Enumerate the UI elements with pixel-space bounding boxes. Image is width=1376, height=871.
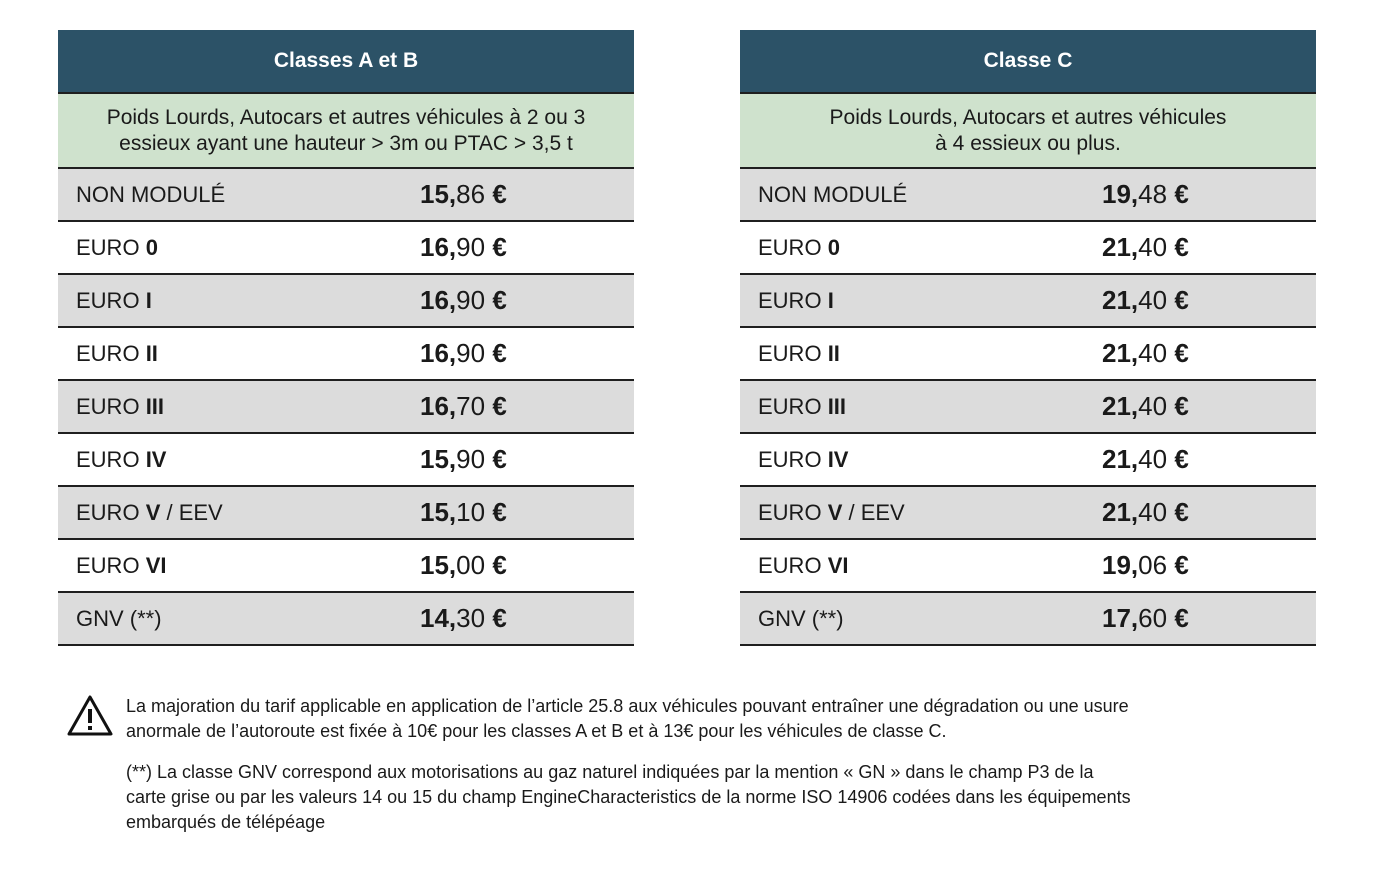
label-text: EURO (758, 287, 828, 313)
label-text: EURO (758, 446, 828, 472)
euro-sign: € (492, 179, 507, 209)
price-value (1102, 232, 1189, 263)
price-decimal: 30 € (456, 603, 507, 633)
vehicle-class-label (740, 500, 1102, 526)
euro-sign: € (492, 603, 507, 633)
label-euro-level: I (827, 287, 834, 313)
price-integer: 17, (1102, 603, 1139, 633)
price-integer: 16, (420, 232, 457, 262)
vehicle-class-label (58, 288, 420, 314)
note-line: carte grise ou par les valeurs 14 ou 15 du champ EngineCharacteristics de la norme ISO 14906 codées dans les équipements (126, 787, 1131, 807)
table-subheader (740, 92, 1316, 169)
label-text: EURO (76, 446, 146, 472)
table-row (58, 275, 634, 328)
table-row (740, 275, 1316, 328)
vehicle-class-label (58, 182, 420, 208)
price-integer: 16, (420, 285, 457, 315)
vehicle-class-label (58, 606, 420, 632)
price-value (420, 497, 507, 528)
price-value (1102, 550, 1189, 581)
vehicle-class-label (740, 447, 1102, 473)
tariff-table-classe-c (740, 30, 1316, 646)
price-integer: 19, (1102, 179, 1139, 209)
euro-sign: € (492, 391, 507, 421)
table-row (740, 487, 1316, 540)
table-row (740, 540, 1316, 593)
note-line: embarqués de télépéage (126, 812, 326, 832)
price-decimal: 40 € (1138, 232, 1189, 262)
price-value (1102, 391, 1189, 422)
vehicle-class-label (740, 235, 1102, 261)
note-line: anormale de l’autoroute est fixée à 10€ pour les classes A et B et à 13€ pour les véhicules de classe C. (126, 721, 947, 741)
euro-sign: € (1174, 338, 1189, 368)
label-euro-level: III (827, 393, 847, 419)
price-decimal: 90 € (456, 444, 507, 474)
gnv-footnote (126, 760, 1326, 835)
table-header: Classe C (740, 30, 1316, 92)
euro-sign: € (1174, 179, 1189, 209)
label-text: EURO (76, 552, 146, 578)
notes-section (66, 694, 1326, 835)
price-decimal: 90 € (456, 338, 507, 368)
euro-sign: € (1174, 497, 1189, 527)
price-integer: 14, (420, 603, 457, 633)
price-value (420, 338, 507, 369)
price-integer: 21, (1102, 338, 1139, 368)
price-value (1102, 285, 1189, 316)
table-header: Classes A et B (58, 30, 634, 92)
label-text: EURO (758, 552, 828, 578)
label-euro-level: IV (827, 446, 849, 472)
warning-triangle-icon (66, 694, 114, 738)
table-row (740, 169, 1316, 222)
price-decimal: 10 € (456, 497, 507, 527)
vehicle-class-label (740, 182, 1102, 208)
label-text: EURO (758, 234, 828, 260)
euro-sign: € (492, 550, 507, 580)
price-value (420, 550, 507, 581)
label-euro-level: V (145, 499, 161, 525)
table-row (58, 222, 634, 275)
table-row (58, 487, 634, 540)
label-text: EURO (758, 393, 828, 419)
price-integer: 21, (1102, 285, 1139, 315)
label-text: GNV (**) (76, 605, 162, 631)
price-integer: 16, (420, 391, 457, 421)
label-text: EURO (758, 340, 828, 366)
price-decimal: 40 € (1138, 497, 1189, 527)
price-integer: 21, (1102, 497, 1139, 527)
label-text: EURO (758, 499, 828, 525)
price-integer: 19, (1102, 550, 1139, 580)
table-row (58, 540, 634, 593)
euro-sign: € (492, 285, 507, 315)
label-text: EURO (76, 393, 146, 419)
price-integer: 15, (420, 550, 457, 580)
table-row (740, 328, 1316, 381)
label-euro-level: III (145, 393, 165, 419)
table-row (740, 222, 1316, 275)
euro-sign: € (1174, 391, 1189, 421)
price-value (420, 391, 507, 422)
price-value (1102, 179, 1189, 210)
vehicle-class-label (740, 288, 1102, 314)
euro-sign: € (492, 497, 507, 527)
vehicle-class-label (58, 235, 420, 261)
price-decimal: 90 € (456, 232, 507, 262)
price-integer: 21, (1102, 391, 1139, 421)
label-euro-level: 0 (827, 234, 840, 260)
table-row (740, 593, 1316, 646)
label-euro-level: II (827, 340, 840, 366)
price-value (420, 444, 507, 475)
table-body (58, 169, 634, 646)
price-decimal: 60 € (1138, 603, 1189, 633)
price-value (1102, 338, 1189, 369)
euro-sign: € (1174, 285, 1189, 315)
label-text: EURO (76, 287, 146, 313)
label-suffix: / EEV (842, 499, 905, 525)
table-row (58, 593, 634, 646)
label-euro-level: VI (145, 552, 167, 578)
price-integer: 15, (420, 444, 457, 474)
price-decimal: 40 € (1138, 391, 1189, 421)
subheader-line: essieux ayant une hauteur > 3m ou PTAC > 3,5 t (119, 131, 573, 155)
price-decimal: 86 € (456, 179, 507, 209)
euro-sign: € (1174, 232, 1189, 262)
euro-sign: € (1174, 603, 1189, 633)
price-value (420, 232, 507, 263)
price-decimal: 48 € (1138, 179, 1189, 209)
euro-sign: € (492, 338, 507, 368)
table-row (58, 169, 634, 222)
euro-sign: € (1174, 550, 1189, 580)
price-integer: 15, (420, 497, 457, 527)
price-decimal: 90 € (456, 285, 507, 315)
vehicle-class-label (740, 553, 1102, 579)
majoration-note (126, 694, 1326, 744)
table-subheader (58, 92, 634, 169)
euro-sign: € (492, 444, 507, 474)
price-value (420, 603, 507, 634)
euro-sign: € (492, 232, 507, 262)
price-value (1102, 603, 1189, 634)
subheader-line: à 4 essieux ou plus. (935, 131, 1121, 155)
label-text: EURO (76, 340, 146, 366)
label-euro-level: 0 (145, 234, 158, 260)
vehicle-class-label (58, 447, 420, 473)
table-body (740, 169, 1316, 646)
vehicle-class-label (740, 606, 1102, 632)
vehicle-class-label (58, 500, 420, 526)
subheader-line: Poids Lourds, Autocars et autres véhicules (829, 105, 1227, 129)
price-value (1102, 497, 1189, 528)
label-euro-level: IV (145, 446, 167, 472)
label-text: NON MODULÉ (758, 181, 908, 207)
price-decimal: 40 € (1138, 338, 1189, 368)
note-line: La majoration du tarif applicable en application de l’article 25.8 aux véhicules pouvant entraîner une dégradation ou une usure (126, 696, 1129, 716)
table-row (58, 434, 634, 487)
vehicle-class-label (740, 394, 1102, 420)
vehicle-class-label (58, 394, 420, 420)
price-integer: 15, (420, 179, 457, 209)
label-euro-level: VI (827, 552, 849, 578)
price-integer: 16, (420, 338, 457, 368)
label-text: EURO (76, 234, 146, 260)
vehicle-class-label (58, 553, 420, 579)
price-integer: 21, (1102, 232, 1139, 262)
vehicle-class-label (58, 341, 420, 367)
table-row (740, 434, 1316, 487)
label-euro-level: I (145, 287, 152, 313)
price-decimal: 70 € (456, 391, 507, 421)
table-row (58, 381, 634, 434)
label-euro-level: V (827, 499, 843, 525)
table-row (58, 328, 634, 381)
vehicle-class-label (740, 341, 1102, 367)
note-line: (**) La classe GNV correspond aux motorisations au gaz naturel indiquées par la mention « GN » dans le champ P3 de la (126, 762, 1094, 782)
price-decimal: 06 € (1138, 550, 1189, 580)
price-decimal: 00 € (456, 550, 507, 580)
price-integer: 21, (1102, 444, 1139, 474)
label-euro-level: II (145, 340, 158, 366)
label-text: GNV (**) (758, 605, 844, 631)
price-value (420, 285, 507, 316)
label-text: EURO (76, 499, 146, 525)
price-decimal: 40 € (1138, 285, 1189, 315)
label-text: NON MODULÉ (76, 181, 226, 207)
price-value (1102, 444, 1189, 475)
tariff-table-classes-a-b (58, 30, 634, 646)
label-suffix: / EEV (160, 499, 223, 525)
euro-sign: € (1174, 444, 1189, 474)
table-row (740, 381, 1316, 434)
subheader-line: Poids Lourds, Autocars et autres véhicules à 2 ou 3 (106, 105, 586, 129)
price-value (420, 179, 507, 210)
price-decimal: 40 € (1138, 444, 1189, 474)
